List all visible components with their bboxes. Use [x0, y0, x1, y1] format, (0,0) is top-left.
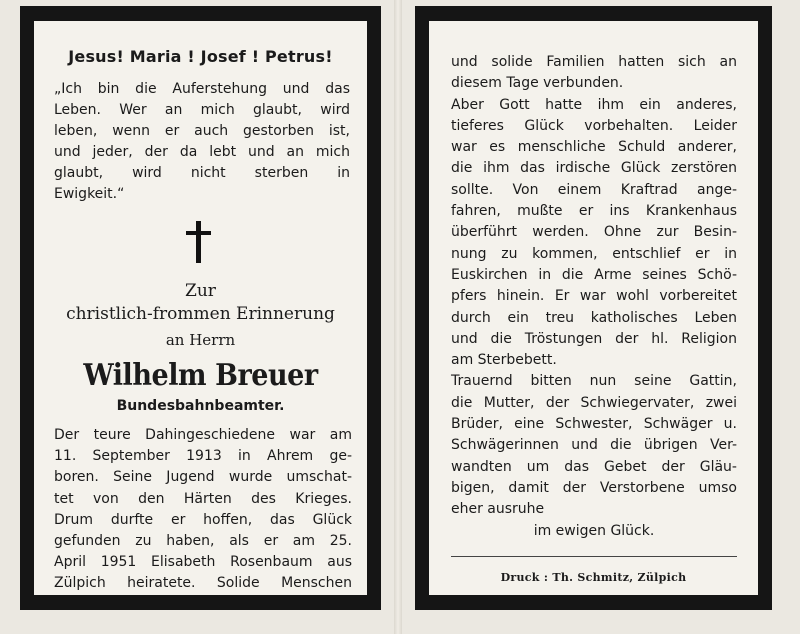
- text-line: Euskirchen in die Arme seines Schö-: [451, 266, 737, 283]
- deceased-occupation: Bundesbahnbeamter.: [116, 398, 285, 414]
- text-line: die Mutter, der Schwiegervater, zwei: [451, 394, 737, 411]
- left-card-border: [20, 6, 381, 610]
- bio-line: Zülpich heiratete. Solide Menschen: [54, 575, 352, 592]
- text-line: nung zu kommen, entschlief er in: [451, 245, 737, 262]
- text-line: eher ausruhe: [451, 501, 545, 518]
- text-line: überführt werden. Ohne zur Besin-: [451, 224, 737, 241]
- scripture-quote: [54, 79, 350, 205]
- text-line: bigen, damit der Verstorbene umso: [451, 479, 737, 496]
- quote-line: leben, wenn er auch gestorben ist,: [54, 123, 350, 139]
- left-page: [34, 21, 367, 595]
- text-line: die ihm das irdische Glück zerstören: [451, 160, 737, 177]
- quote-line: Leben. Wer an mich glaubt, wird: [54, 102, 350, 118]
- text-line: pfers hinein. Er war wohl vorbereitet: [451, 288, 737, 305]
- divider: [451, 556, 737, 557]
- card-fold: [394, 0, 402, 634]
- quote-line: Ewigkeit.“: [54, 186, 125, 202]
- bio-line: Der teure Dahingeschiedene war am: [54, 427, 352, 443]
- text-line: diesem Tage verbunden.: [451, 75, 624, 92]
- text-line: Brüder, eine Schwester, Schwäger u.: [451, 416, 737, 433]
- biography-text: [54, 425, 352, 595]
- text-line: Trauernd bitten nun seine Gattin,: [451, 373, 737, 390]
- obituary-text: [451, 52, 737, 542]
- quote-line: und jeder, der da lebt und an mich: [54, 144, 350, 160]
- bio-line: 11. September 1913 in Ahrem ge-: [54, 448, 352, 465]
- memorial-intro: Zur: [185, 281, 216, 301]
- text-line: fahren, mußte er ins Krankenhaus: [451, 203, 737, 220]
- text-line: Aber Gott hatte ihm ein anderes,: [451, 96, 737, 113]
- deceased-name: Wilhelm Breuer: [83, 358, 318, 393]
- right-card-border: [415, 6, 772, 610]
- right-page: [429, 21, 758, 595]
- text-line: wandten um das Gebet der Gläu-: [451, 458, 737, 475]
- closing-line: im ewigen Glück.: [533, 522, 655, 539]
- text-line: tieferes Glück vorbehalten. Leider: [451, 117, 737, 134]
- quote-line: „Ich bin die Auferstehung und das: [54, 81, 350, 97]
- bio-line: April 1951 Elisabeth Rosenbaum aus: [54, 554, 352, 571]
- text-line: durch ein treu katholisches Leben: [451, 309, 737, 326]
- text-line: und die Tröstungen der hl. Religion: [451, 330, 737, 347]
- bio-line: tet von den Härten des Krieges.: [54, 490, 352, 507]
- invocation-heading: Jesus! Maria ! Josef ! Petrus!: [68, 47, 333, 66]
- text-line: Schwägerinnen und die übrigen Ver-: [451, 437, 737, 454]
- text-line: war es menschliche Schuld anderer,: [451, 139, 737, 156]
- text-line: und solide Familien hatten sich an: [451, 54, 737, 70]
- quote-line: glaubt, wird nicht sterben in: [54, 165, 350, 181]
- printer-imprint: Druck : Th. Schmitz, Zülpich: [500, 571, 687, 584]
- text-line: sollte. Von einem Kraftrad ange-: [451, 181, 737, 198]
- bio-line: gefunden zu haben, als er am 25.: [54, 533, 352, 550]
- text-line: am Sterbebett.: [451, 352, 557, 369]
- bio-line: Drum durfte er hoffen, das Glück: [54, 511, 352, 528]
- bio-line: boren. Seine Jugend wurde umschat-: [54, 469, 352, 486]
- memorial-salutation: an Herrn: [165, 331, 236, 349]
- cross-icon: [184, 221, 214, 263]
- memorial-dedication: christlich-frommen Erinnerung: [66, 304, 335, 324]
